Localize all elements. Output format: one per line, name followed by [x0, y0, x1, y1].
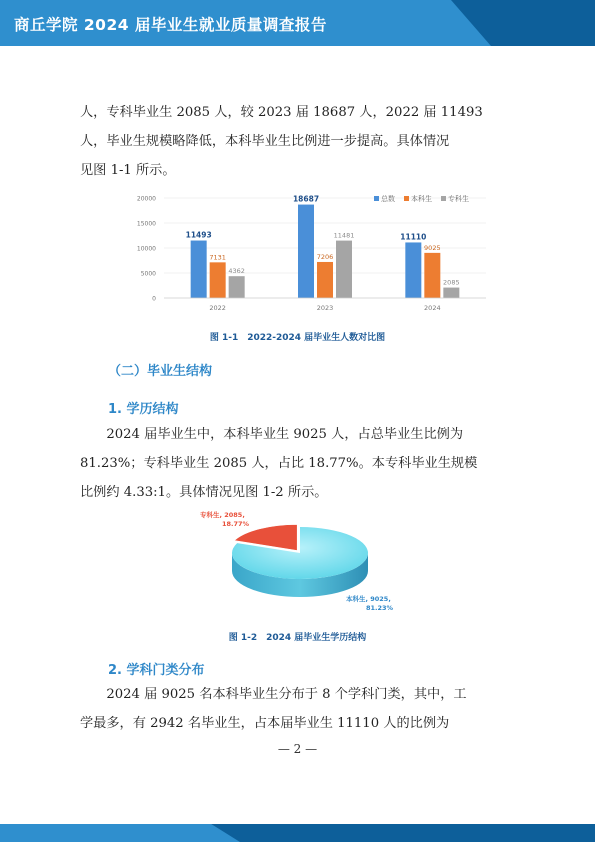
legend-swatch	[374, 196, 379, 201]
data-label: 4362	[228, 267, 245, 276]
paragraph-line: 人，毕业生规模略降低，本科毕业生比例进一步提高。具体情况	[80, 134, 450, 149]
pie-label-junior-pct: 18.77%	[222, 520, 250, 528]
page-number: — 2 —	[277, 742, 318, 756]
header-title: 商丘学院 2024 届毕业生就业质量调查报告	[14, 16, 327, 34]
legend-label: 总数	[381, 195, 395, 203]
bar-chart-container	[126, 190, 498, 320]
figure-caption-1: 图 1-1 2022-2024 届毕业生人数对比图	[209, 333, 386, 343]
paragraph-structure	[80, 420, 520, 507]
y-tick-label: 20000	[136, 195, 156, 203]
header-accent	[395, 0, 595, 46]
data-label: 9025	[424, 243, 441, 252]
page-header	[0, 0, 595, 46]
data-label: 11493	[185, 230, 212, 240]
legend-label: 专科生	[448, 195, 469, 203]
x-tick-label: 2024	[424, 304, 441, 312]
data-label: 7131	[209, 253, 226, 262]
subsection-heading-disciplines: 2. 学科门类分布	[108, 663, 205, 678]
bar	[336, 241, 352, 298]
pie-label-junior: 专科生, 2085,	[200, 511, 245, 519]
bar	[210, 262, 226, 298]
figure-caption-2: 图 1-2 2024 届毕业生学历结构	[228, 633, 367, 643]
pie-label-undergrad-pct: 81.23%	[366, 604, 394, 612]
pie-chart-container	[200, 505, 430, 620]
bar	[191, 241, 207, 298]
footer-bar	[0, 824, 595, 842]
x-tick-label: 2022	[209, 304, 226, 312]
paragraph-line: 比例约 4.33:1。具体情况见图 1-2 所示。	[80, 485, 328, 500]
data-label: 11481	[333, 231, 355, 240]
bar	[298, 205, 314, 298]
data-label: 18687	[292, 194, 320, 204]
legend-swatch	[441, 196, 446, 201]
pie-chart	[200, 505, 430, 620]
bar	[443, 288, 459, 298]
data-label: 7206	[316, 252, 334, 261]
bar	[424, 253, 440, 298]
bar	[229, 276, 245, 298]
data-label: 2085	[443, 278, 460, 287]
paragraph-line: 学最多，有 2942 名毕业生，占本届毕业生 11110 人的比例为	[80, 716, 450, 731]
y-tick-label: 15000	[136, 220, 156, 228]
bar	[317, 262, 333, 298]
paragraph-line: 2024 届毕业生中，本科毕业生 9025 人，占总毕业生比例为	[80, 427, 464, 442]
data-label: 11110	[400, 232, 427, 242]
y-tick-label: 10000	[136, 245, 156, 253]
paragraph-line: 见图 1-1 所示。	[80, 163, 176, 178]
paragraph-intro	[80, 98, 520, 185]
bar	[405, 242, 421, 298]
paragraph-line: 人，专科毕业生 2085 人，较 2023 届 18687 人，2022 届 11493	[80, 105, 483, 120]
y-tick-label: 5000	[140, 270, 156, 278]
paragraph-disciplines	[80, 680, 520, 738]
legend-label: 本科生	[411, 195, 432, 203]
paragraph-line: 2024 届 9025 名本科毕业生分布于 8 个学科门类，其中，工	[80, 687, 467, 702]
bar-chart	[126, 190, 498, 320]
pie-label-undergrad: 本科生, 9025,	[346, 595, 391, 603]
footer-accent	[0, 824, 240, 842]
section-heading-structure: （二）毕业生结构	[108, 364, 213, 379]
y-tick-label: 0	[152, 295, 156, 303]
legend-swatch	[404, 196, 409, 201]
subsection-heading-education: 1. 学历结构	[108, 402, 179, 417]
paragraph-line: 81.23%；专科毕业生 2085 人，占比 18.77%。本专科毕业生规模	[80, 456, 478, 471]
x-tick-label: 2023	[316, 304, 334, 312]
